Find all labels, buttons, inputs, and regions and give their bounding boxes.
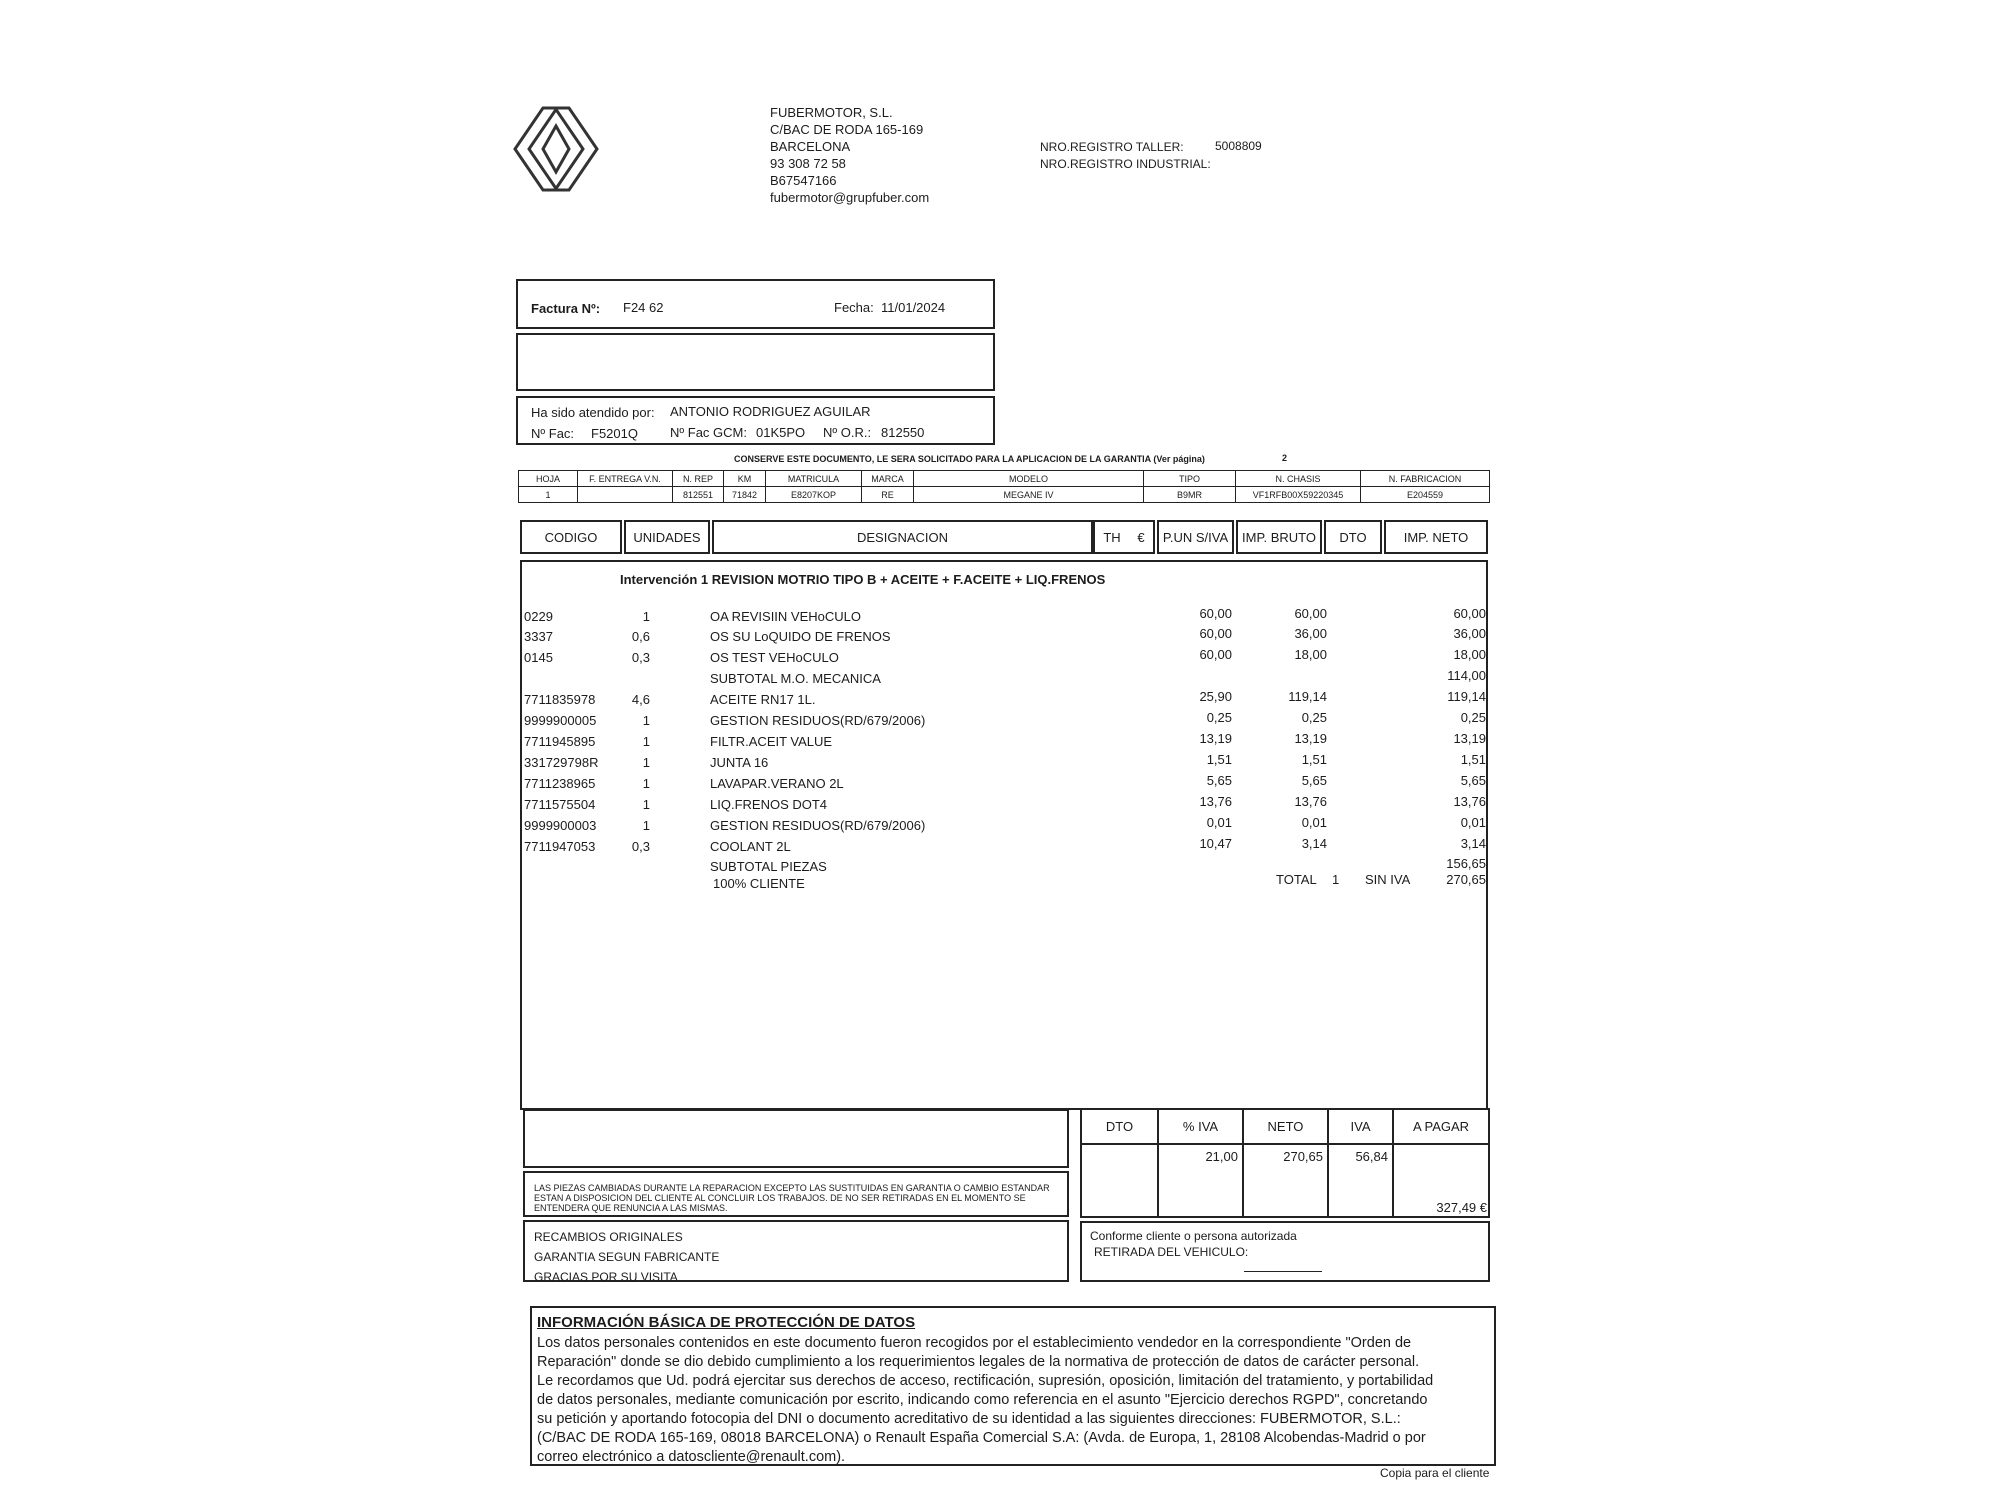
item-desc: FILTR.ACEIT VALUE [710,734,833,749]
col-neto: IMP. NETO [1384,520,1488,554]
table-row [522,626,1486,646]
item-pun: 25,90 [1199,689,1232,704]
item-pun: 5,65 [1206,773,1232,788]
vehicle-marca: RE [862,487,914,503]
item-units: 4,6 [631,692,650,707]
item-desc: GESTION RESIDUOS(RD/679/2006) [710,713,926,728]
totals-divider-4 [1392,1143,1394,1217]
item-neto: 13,19 [1453,731,1486,746]
col-codigo: CODIGO [520,520,622,554]
item-pun: 10,47 [1199,836,1232,851]
table-row [522,689,1486,709]
item-neto: 119,14 [1447,689,1486,704]
blank-box [516,333,995,391]
item-code: 9999900003 [524,818,597,833]
item-units: 0,3 [631,650,650,665]
attended-label: Ha sido atendido por: [531,405,655,420]
item-code: 3337 [524,629,553,644]
item-pun: 60,00 [1199,626,1232,641]
totals-neto: 270,65 [1283,1149,1323,1164]
client-amount: 270,65 [1446,872,1486,887]
item-pun: 13,19 [1199,731,1232,746]
conforme-line-2: RETIRADA DEL VEHICULO: [1094,1245,1249,1256]
item-desc: OS TEST VEHoCULO [710,650,839,665]
item-units: 1 [642,776,650,791]
conserve-page: 2 [1282,453,1288,463]
item-neto: 60,00 [1453,606,1486,621]
table-row [522,794,1486,814]
totals-header-neto: NETO [1242,1108,1329,1145]
footer-lines-box [523,1220,1069,1282]
item-code: 7711575504 [524,797,596,812]
item-units: 1 [642,755,650,770]
vehicle-header-modelo: MODELO [914,471,1144,487]
item-bruto: 13,19 [1294,731,1327,746]
item-bruto: 1,51 [1301,752,1327,767]
privacy-line-6: (C/BAC DE RODA 165-169, 08018 BARCELONA) o Renault España Comercial S.A: (Avda. de Europa, 1, 28108 Alcobendas-Madrid o por [537,1430,1426,1446]
totals-iva-pct: 21,00 [1205,1149,1238,1164]
vehicle-hoja: 1 [519,487,578,503]
intervention-title: Intervención 1 REVISION MOTRIO TIPO B + ACEITE + F.ACEITE + LIQ.FRENOS [620,572,1106,587]
table-row [522,752,1486,772]
totals-header-apagar: A PAGAR [1392,1108,1490,1145]
vehicle-entrega [578,487,673,503]
item-desc: SUBTOTAL PIEZAS [710,859,827,874]
item-pun: 0,01 [1206,815,1232,830]
item-desc: LIQ.FRENOS DOT4 [710,797,828,812]
totals-header-iva: IVA [1327,1108,1394,1145]
totals-header-iva-pct: % IVA [1157,1108,1244,1145]
registry-block [1040,139,1211,173]
table-row [522,815,1486,835]
renault-diamond-icon [513,104,599,194]
table-row [522,647,1486,667]
invoice-number: F24 62 [623,300,664,315]
item-bruto: 18,00 [1294,647,1327,662]
company-phone: 93 308 72 58 [770,156,846,171]
item-neto: 18,00 [1453,647,1486,662]
client-total-num: 1 [1332,872,1340,887]
vehicle-matricula: E8207KOP [766,487,862,503]
totals-divider-1 [1157,1143,1159,1217]
footer-line-3: GRACIAS POR SU VISITA [534,1270,678,1284]
item-pun: 13,76 [1199,794,1232,809]
item-neto: 1,51 [1460,752,1486,767]
company-name: FUBERMOTOR, S.L. [770,105,893,120]
item-code: 7711835978 [524,692,596,707]
privacy-line-1: Los datos personales contenidos en este documento fueron recogidos por el establecimiento vendedor en la correspondiente "Orden de [537,1335,1412,1351]
col-th-label: TH [1103,529,1121,545]
vehicle-header-chasis: N. CHASIS [1236,471,1361,487]
gcm-value: 01K5PO [756,425,806,440]
item-units: 1 [642,818,650,833]
item-code: 0229 [524,609,553,624]
item-bruto: 5,65 [1301,773,1327,788]
company-email: fubermotor@grupfuber.com [770,190,930,205]
privacy-line-5: su petición y aportando fotocopia del DNI o documento acreditativo de su identidad a las siguientes direcciones: FUBERMOTOR, S.L.: [537,1411,1401,1427]
table-row [522,710,1486,730]
copy-note: Copia para el cliente [1380,1466,1490,1480]
vehicle-header-tipo: TIPO [1144,471,1236,487]
totals-divider-2 [1242,1143,1244,1217]
privacy-title: INFORMACIÓN BÁSICA DE PROTECCIÓN DE DATOS [537,1314,916,1331]
item-bruto: 13,76 [1294,794,1327,809]
item-desc: ACEITE RN17 1L. [710,692,816,707]
item-bruto: 60,00 [1294,606,1327,621]
registry-industrial-label: NRO.REGISTRO INDUSTRIAL: [1040,157,1211,171]
vehicle-header-km: KM [724,471,766,487]
invoice-number-label: Factura Nº: [531,301,601,316]
col-unidades: UNIDADES [624,520,710,554]
item-code: 7711947053 [524,839,596,854]
table-row [522,731,1486,751]
item-units: 0,6 [631,629,650,644]
item-desc: GESTION RESIDUOS(RD/679/2006) [710,818,926,833]
conserve-notice: CONSERVE ESTE DOCUMENTO, LE SERA SOLICITADO PARA LA APLICACION DE LA GARANTIA (Ver página) [734,454,1205,464]
client-sin-iva: SIN IVA [1365,872,1411,887]
vehicle-header-marca: MARCA [862,471,914,487]
conforme-line-1: Conforme cliente o persona autorizada [1090,1229,1297,1243]
item-neto: 114,00 [1447,668,1486,683]
item-desc: SUBTOTAL M.O. MECANICA [710,671,881,686]
item-pun: 0,25 [1206,710,1232,725]
item-pun: 60,00 [1199,647,1232,662]
or-label: Nº O.R.: [823,425,872,440]
item-code: 9999900005 [524,713,597,728]
nfac-value: F5201Q [591,426,638,441]
item-units: 0,3 [631,839,650,854]
company-address: C/BAC DE RODA 165-169 [770,122,924,137]
footer-line-1: RECAMBIOS ORIGINALES [534,1230,683,1244]
item-desc: JUNTA 16 [710,755,769,770]
vehicle-header-fabricacion: N. FABRICACION [1361,471,1490,487]
item-bruto: 0,01 [1301,815,1327,830]
item-desc: OA REVISIIN VEHoCULO [710,609,861,624]
item-bruto: 0,25 [1301,710,1327,725]
item-pun: 60,00 [1199,606,1232,621]
privacy-line-4: de datos personales, mediante comunicación por escrito, indicando como referencia en el asunto "Ejercicio derechos RGPD", concretando [537,1392,1428,1408]
privacy-line-3: Le recordamos que Ud. podrá ejercitar sus derechos de acceso, rectificación, supresión, oposición, limitación del tratamiento, y portabilidad [537,1373,1434,1389]
vehicle-header-nrep: N. REP [673,471,724,487]
vehicle-value-row [519,487,1490,503]
item-neto: 156,65 [1446,856,1486,871]
privacy-line-7: correo electrónico a datoscliente@renault.com). [537,1449,846,1465]
company-block [770,104,929,206]
item-code: 7711945895 [524,734,596,749]
item-code: 7711238965 [524,776,596,791]
line-items-box [520,560,1488,1110]
renault-logo [513,104,599,194]
company-city: BARCELONA [770,139,851,154]
table-row [522,668,1486,688]
item-neto: 5,65 [1460,773,1486,788]
item-code: 331729798R [524,755,599,770]
notes-box [523,1109,1069,1168]
item-neto: 3,14 [1460,836,1486,851]
vehicle-km: 71842 [724,487,766,503]
gcm-label: Nº Fac GCM: [670,425,747,440]
item-pun: 1,51 [1206,752,1232,767]
item-desc: LAVAPAR.VERANO 2L [710,776,844,791]
item-neto: 0,25 [1460,710,1486,725]
vehicle-nrep: 812551 [673,487,724,503]
vehicle-header-matricula: MATRICULA [766,471,862,487]
vehicle-header-entrega: F. ENTREGA V.N. [578,471,673,487]
parts-notice-box [523,1171,1069,1217]
table-row [522,836,1486,856]
vehicle-modelo: MEGANE IV [914,487,1144,503]
item-units: 1 [642,609,650,624]
vehicle-table [518,470,1490,503]
vehicle-header-hoja: HOJA [519,471,578,487]
item-units: 1 [642,713,650,728]
totals-iva: 56,84 [1355,1149,1388,1164]
col-pun: P.UN S/IVA [1157,520,1234,554]
or-value: 812550 [881,425,925,440]
totals-header-dto: DTO [1080,1108,1159,1145]
totals-divider-3 [1327,1143,1329,1217]
privacy-text [537,1334,1491,1467]
item-units: 1 [642,734,650,749]
privacy-line-2: Reparación" donde se dio debido cumplimiento a los requerimientos legales de la normativa de protección de datos de carácter personal. [537,1354,1420,1370]
item-bruto: 36,00 [1294,626,1327,641]
client-line [522,872,1486,892]
item-bruto: 119,14 [1288,689,1327,704]
col-dto: DTO [1324,520,1382,554]
signature-line [1244,1271,1322,1272]
nfac-label: Nº Fac: [531,426,575,441]
item-neto: 13,76 [1453,794,1486,809]
client-total-label: TOTAL [1276,872,1317,887]
item-neto: 0,01 [1460,815,1486,830]
table-row [522,606,1486,626]
table-row [522,773,1486,793]
col-euro-label: € [1137,529,1145,545]
invoice-date-label: Fecha: [834,300,874,315]
item-code: 0145 [524,650,553,665]
conforme-box [1080,1221,1490,1282]
vehicle-tipo: B9MR [1144,487,1236,503]
item-neto: 36,00 [1453,626,1486,641]
totals-apagar: 327,49 € [1436,1200,1487,1215]
parts-notice: LAS PIEZAS CAMBIADAS DURANTE LA REPARACION EXCEPTO LAS SUSTITUIDAS EN GARANTIA O CAMBIO ESTANDAR ESTAN A DISPOSICION DEL CLIENTE AL CONCLUIR LOS TRABAJOS. DE NO SER RETIRADAS EN EL MOMENTO SE ENTENDERA QUE RENUNCIA A LAS MISMAS. [534,1183,1050,1213]
registry-taller-label: NRO.REGISTRO TALLER: [1040,140,1184,154]
attended-name: ANTONIO RODRIGUEZ AGUILAR [670,404,871,419]
footer-line-2: GARANTIA SEGUN FABRICANTE [534,1250,720,1264]
col-th [1093,520,1155,554]
vehicle-fabricacion: E204559 [1361,487,1490,503]
privacy-box [530,1306,1496,1466]
col-bruto: IMP. BRUTO [1236,520,1322,554]
item-desc: OS SU LoQUIDO DE FRENOS [710,629,891,644]
col-designacion: DESIGNACION [712,520,1093,554]
item-units: 1 [642,797,650,812]
client-line-desc: 100% CLIENTE [713,876,805,891]
vehicle-chasis: VF1RFB00X59220345 [1236,487,1361,503]
item-desc: COOLANT 2L [710,839,791,854]
invoice-date: 11/01/2024 [881,300,946,315]
vehicle-header-row [519,471,1490,487]
item-bruto: 3,14 [1301,836,1327,851]
registry-taller-value: 5008809 [1215,139,1262,153]
company-tax-id: B67547166 [770,173,837,188]
